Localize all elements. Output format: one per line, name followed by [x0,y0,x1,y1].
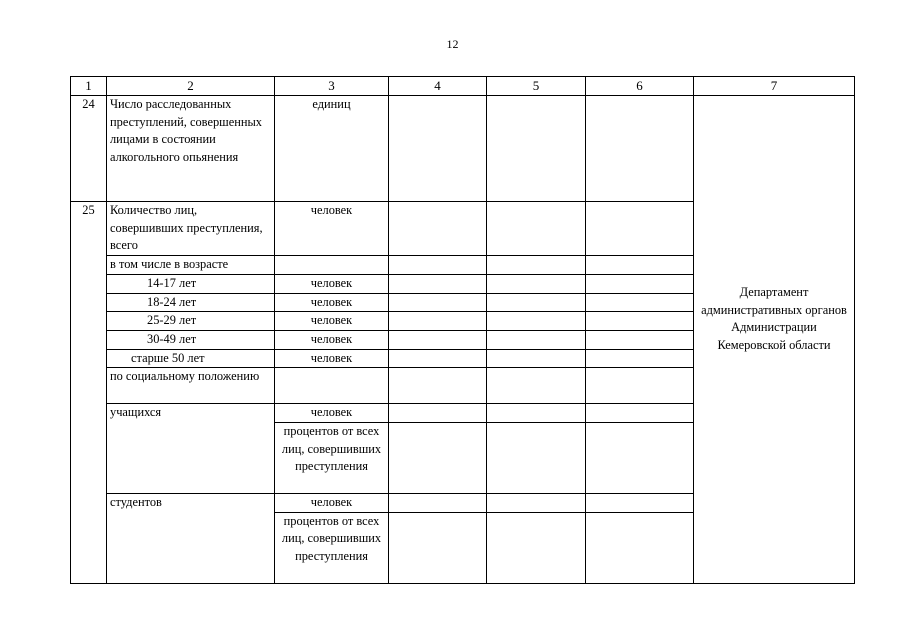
empty-cell [389,274,487,293]
empty-cell [389,349,487,368]
indicator-name: в том числе в возрасте [107,256,275,275]
responsible-organization: Департамент административных органов Администрации Кемеровской области [694,96,855,584]
empty-cell [586,202,694,256]
empty-cell [389,202,487,256]
header-cell: 1 [71,77,107,96]
header-cell: 2 [107,77,275,96]
unit-cell: человек [275,349,389,368]
empty-cell [487,256,586,275]
empty-cell [389,494,487,513]
empty-cell [389,423,487,494]
empty-cell [389,256,487,275]
empty-cell [389,368,487,404]
empty-cell [586,349,694,368]
empty-cell [487,312,586,331]
unit-cell: человек [275,312,389,331]
empty-cell [389,512,487,583]
table-row [71,96,855,202]
empty-cell [389,293,487,312]
header-cell: 3 [275,77,389,96]
indicator-name: Количество лиц, совершивших преступления, всего [107,202,275,256]
empty-cell [586,256,694,275]
empty-cell [586,404,694,423]
empty-cell [487,494,586,513]
indicator-name: Число расследованных преступлений, совершенных лицами в состоянии алкогольного опьянения [107,96,275,202]
unit-cell: человек [275,293,389,312]
unit-cell: единиц [275,96,389,202]
unit-cell: человек [275,494,389,513]
empty-cell [275,368,389,404]
empty-cell [487,96,586,202]
report-table [70,76,855,584]
header-cell: 5 [487,77,586,96]
empty-cell [586,96,694,202]
empty-cell [487,349,586,368]
empty-cell [586,274,694,293]
unit-cell: человек [275,330,389,349]
social-label: учащихся [107,404,275,494]
empty-cell [487,423,586,494]
empty-cell [487,274,586,293]
age-label: 14-17 лет [107,274,275,293]
page-number: 12 [446,37,459,51]
row-number: 25 [71,202,107,584]
empty-cell [586,423,694,494]
empty-cell [487,368,586,404]
table-header-row [71,77,855,96]
age-label: старше 50 лет [107,349,275,368]
age-label: 30-49 лет [107,330,275,349]
empty-cell [275,256,389,275]
empty-cell [487,330,586,349]
empty-cell [586,512,694,583]
empty-cell [389,312,487,331]
empty-cell [586,494,694,513]
empty-cell [389,330,487,349]
empty-cell [487,512,586,583]
empty-cell [487,202,586,256]
social-label: студентов [107,494,275,584]
empty-cell [586,330,694,349]
unit-cell: человек [275,202,389,256]
header-cell: 4 [389,77,487,96]
empty-cell [487,404,586,423]
indicator-name: по социальному положению [107,368,275,404]
age-label: 18-24 лет [107,293,275,312]
empty-cell [389,96,487,202]
empty-cell [586,368,694,404]
empty-cell [487,293,586,312]
header-cell: 6 [586,77,694,96]
header-cell: 7 [694,77,855,96]
unit-cell: человек [275,274,389,293]
unit-cell: человек [275,404,389,423]
empty-cell [389,404,487,423]
unit-cell: процентов от всех лиц, совершивших преступления [275,423,389,494]
age-label: 25-29 лет [107,312,275,331]
row-number: 24 [71,96,107,202]
empty-cell [586,312,694,331]
unit-cell: процентов от всех лиц, совершивших преступления [275,512,389,583]
empty-cell [586,293,694,312]
